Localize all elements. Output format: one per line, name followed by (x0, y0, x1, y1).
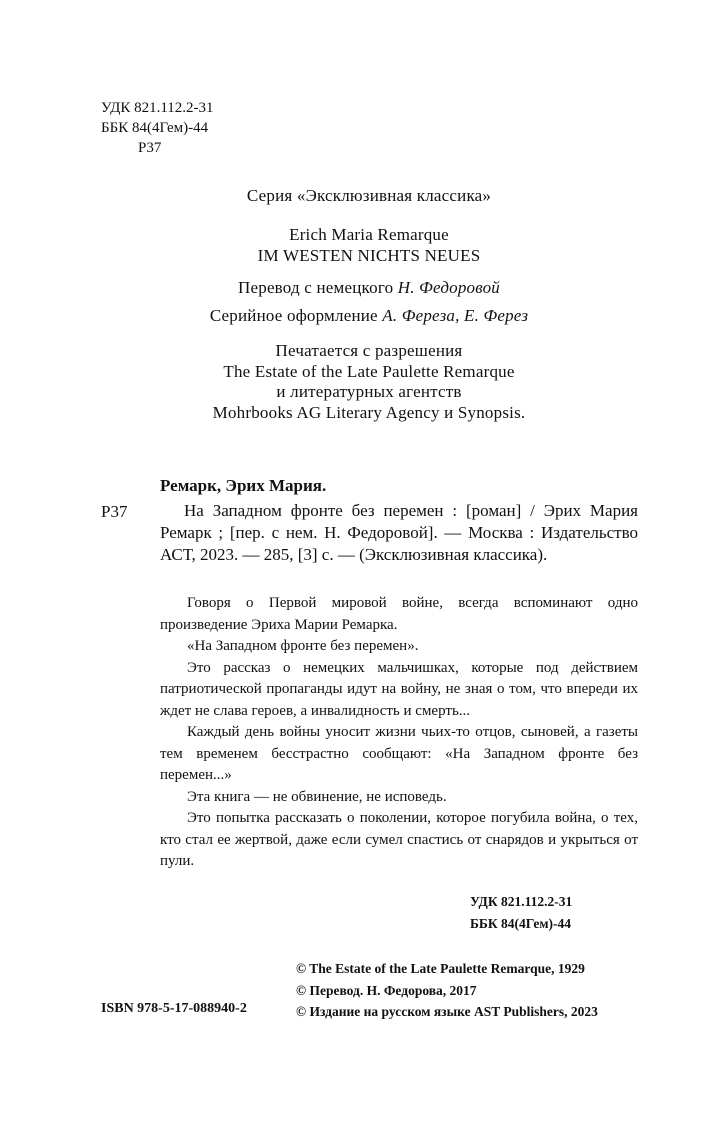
permission-line: Печатается с разрешения (275, 341, 463, 360)
author-sign: Р37 (138, 140, 162, 156)
isbn: ISBN 978-5-17-088940-2 (101, 1001, 247, 1016)
copyright-line: © Издание на русском языке AST Publishers, 2023 (296, 1004, 598, 1019)
bibliographic-text: На Западном фронте без перемен : [роман] / Эрих Мария Ремарк ; [пер. с нем. Н. Федоровой]. — Москва : Издательство АСТ, 2023. — 285, [3] с. — (Эксклюзивная классика). (160, 501, 638, 564)
udk-code: УДК 821.112.2-31 (101, 100, 214, 116)
permission-line: Mohrbooks AG Literary Agency и Synopsis. (212, 402, 526, 422)
catalog-author-heading: Ремарк, Эрих Мария. (160, 476, 327, 495)
bottom-classification-codes (470, 891, 630, 935)
copyright-line: © Перевод. Н. Федорова, 2017 (296, 982, 477, 998)
original-title-block (100, 225, 638, 266)
copyright-block (296, 958, 598, 1023)
permission-line: и литературных агентств (276, 382, 462, 401)
abstract-paragraph: Говоря о Первой мировой войне, всегда вспоминают одно произведение Эриха Марии Ремарка. (160, 595, 638, 633)
bottom-udk: УДК 821.112.2-31 (470, 894, 573, 909)
translation-credit (100, 278, 638, 299)
abstract-paragraph: Это рассказ о немецких мальчишках, которые под действием патриотической пропаганды идут на войну, не зная о том, что впереди их ждет не слава героев, а инвалидность и смерть... (160, 659, 638, 719)
bottom-bbk: ББК 84(4Гем)-44 (470, 916, 571, 931)
abstract-paragraph: «На Западном фронте без перемен». (187, 638, 419, 654)
original-author: Erich Maria Remarque (289, 225, 449, 244)
bibliographic-entry (160, 500, 638, 566)
bbk-code: ББК 84(4Гем)-44 (101, 120, 209, 136)
permission-block (100, 341, 638, 423)
abstract-paragraph: Это попытка рассказать о поколении, которое погубила война, о тех, кто стал ее жертвой, даже если сумел спастись от снарядов и укрыться от пули. (160, 810, 638, 869)
abstract-paragraph: Эта книга — не обвинение, не исповедь. (187, 788, 447, 805)
header-classification-codes (101, 98, 214, 158)
design-prefix: Серийное оформление (209, 306, 378, 325)
abstract (160, 593, 638, 873)
original-title: IM WESTEN NICHTS NEUES (257, 245, 481, 265)
catalog-code: Р37 (101, 502, 128, 521)
translation-prefix: Перевод с немецкого (238, 278, 394, 297)
copyright-line: © The Estate of the Late Paulette Remarque, 1929 (296, 961, 585, 976)
abstract-paragraph: Каждый день войны уносит жизни чьих-то отцов, сыновей, а газеты тем временем бесстрастно сообщают: «На Западном фронте без перемен...» (160, 724, 638, 783)
permission-line: The Estate of the Late Paulette Remarque (223, 361, 515, 381)
series-line: Серия «Эксклюзивная классика» (246, 186, 492, 205)
design-credit (100, 306, 638, 327)
translator-name: Н. Федоровой (397, 278, 500, 297)
designer-names: А. Фереза, Е. Ферез (382, 306, 529, 325)
